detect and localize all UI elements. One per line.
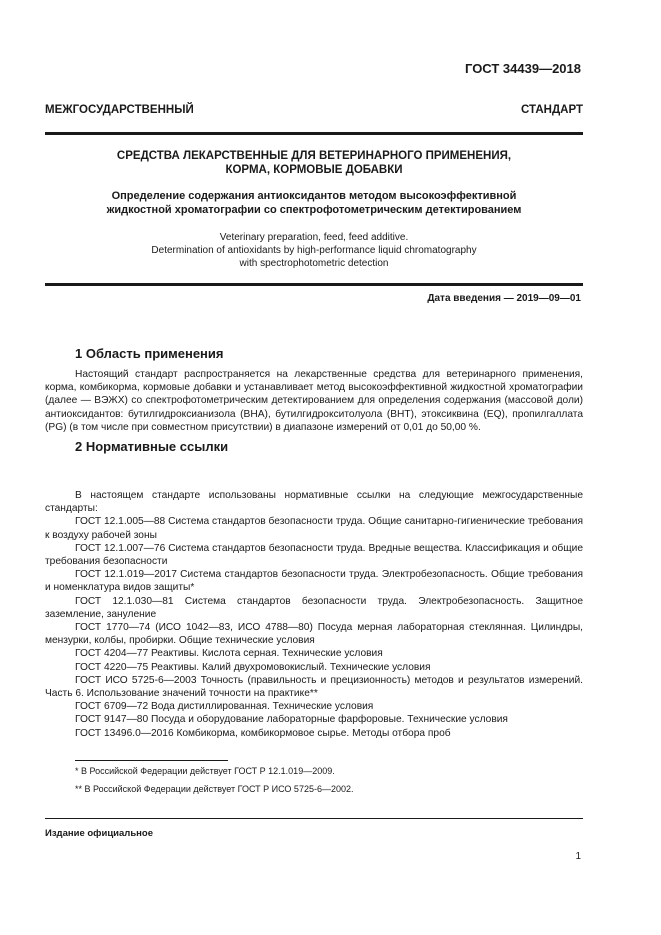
main-title: [45, 149, 583, 177]
reference-paragraph: ГОСТ 13496.0—2016 Комбикорма, комбикормовое сырье. Методы отбора проб: [75, 727, 451, 739]
footnote: * В Российской Федерации действует ГОСТ Р 12.1.019—2009.: [75, 766, 335, 776]
middle-rule: [45, 283, 583, 286]
footnote: ** В Российской Федерации действует ГОСТ Р ИСО 5725-6—2002.: [75, 784, 354, 794]
reference-paragraph: ГОСТ 4204—77 Реактивы. Кислота серная. Технические условия: [75, 648, 383, 660]
edition-label: Издание официальное: [45, 828, 153, 839]
main-title-line: СРЕДСТВА ЛЕКАРСТВЕННЫЕ ДЛЯ ВЕТЕРИНАРНОГО ПРИМЕНЕНИЯ,: [116, 150, 512, 162]
reference-paragraph: ГОСТ 6709—72 Вода дистиллированная. Технические условия: [75, 701, 374, 713]
footnotes: [75, 765, 583, 801]
sub-title-line: Определение содержания антиоксидантов методом высокоэффективной: [111, 190, 517, 202]
reference-paragraph: ГОСТ 1770—74 (ИСО 1042—83, ИСО 4788—80) Посуда мерная лабораторная стеклянная. Цилиндры, мензурки, колбы, пробирки. Общие технические условия: [45, 622, 583, 647]
section-1-heading: 1 Область применения: [75, 346, 224, 361]
english-title-line: Veterinary preparation, feed, feed additive.: [219, 232, 409, 243]
reference-paragraph: В настоящем стандарте использованы нормативные ссылки на следующие межгосударственные стандарты:: [45, 490, 583, 515]
reference-paragraph: ГОСТ 4220—75 Реактивы. Калий двухромовокислый. Технические условия: [75, 661, 431, 673]
page-number: 1: [575, 851, 581, 862]
top-rule: [45, 132, 583, 135]
sub-title: [45, 190, 583, 217]
reference-paragraph: ГОСТ 12.1.005—88 Система стандартов безопасности труда. Общие санитарно-гигиенические требования к воздуху рабочей зоны: [45, 516, 583, 541]
introduction-date: Дата введения — 2019—09—01: [427, 293, 581, 304]
english-title: [45, 231, 583, 270]
sub-title-line: жидкостной хроматографии со спектрофотометрическим детектированием: [106, 203, 522, 216]
section-2-heading: 2 Нормативные ссылки: [75, 439, 229, 454]
reference-paragraph: ГОСТ 12.1.007—76 Система стандартов безопасности труда. Вредные вещества. Классификация и общие требования безопасности: [45, 542, 583, 568]
gost-code: ГОСТ 34439—2018: [465, 61, 581, 76]
section-2-body: [45, 489, 583, 740]
section-1-body: [45, 368, 583, 434]
main-title-line: КОРМА, КОРМОВЫЕ ДОБАВКИ: [225, 164, 403, 176]
english-title-line: with spectrophotometric detection: [239, 258, 389, 269]
reference-paragraph: ГОСТ 9147—80 Посуда и оборудование лабораторные фарфоровые. Технические условия: [75, 714, 508, 726]
section-1-paragraph: Настоящий стандарт распространяется на лекарственные средства для ветеринарного применения, корма, комбикорма, кормовые добавки и устанавливает метод высокоэффективной жидкостной хроматографии (далее — ВЭЖХ) со спектрофотометрическим детектированием для определения содержания (массовой доли) антиоксидантов: бутилгидроксианизола (ВНА), бутилгидрокситолуола (ВНТ), этоксиквина (EQ), пропилгаллата (PG) (в том числе при совместном присутствии) в диапазоне измерений от 0,01 до 50,00 %.: [45, 369, 583, 433]
reference-paragraph: ГОСТ 12.1.030—81 Система стандартов безопасности труда. Электробезопасность. Защитное заземление, зануление: [45, 595, 583, 620]
reference-paragraph: ГОСТ ИСО 5725-6—2003 Точность (правильность и прецизионность) методов и результатов измерений. Часть 6. Использование значений точности на практике**: [45, 674, 583, 700]
reference-paragraph: ГОСТ 12.1.019—2017 Система стандартов безопасности труда. Электробезопасность. Общие требования и номенклатура видов защиты*: [45, 569, 583, 594]
interstate-standard-heading: МЕЖГОСУДАРСТВЕННЫЙ СТАНДАРТ: [45, 104, 583, 116]
bottom-rule: [45, 818, 583, 819]
english-title-line: Determination of antioxidants by high-performance liquid chromatography: [151, 245, 477, 256]
footnote-rule: [75, 760, 228, 761]
